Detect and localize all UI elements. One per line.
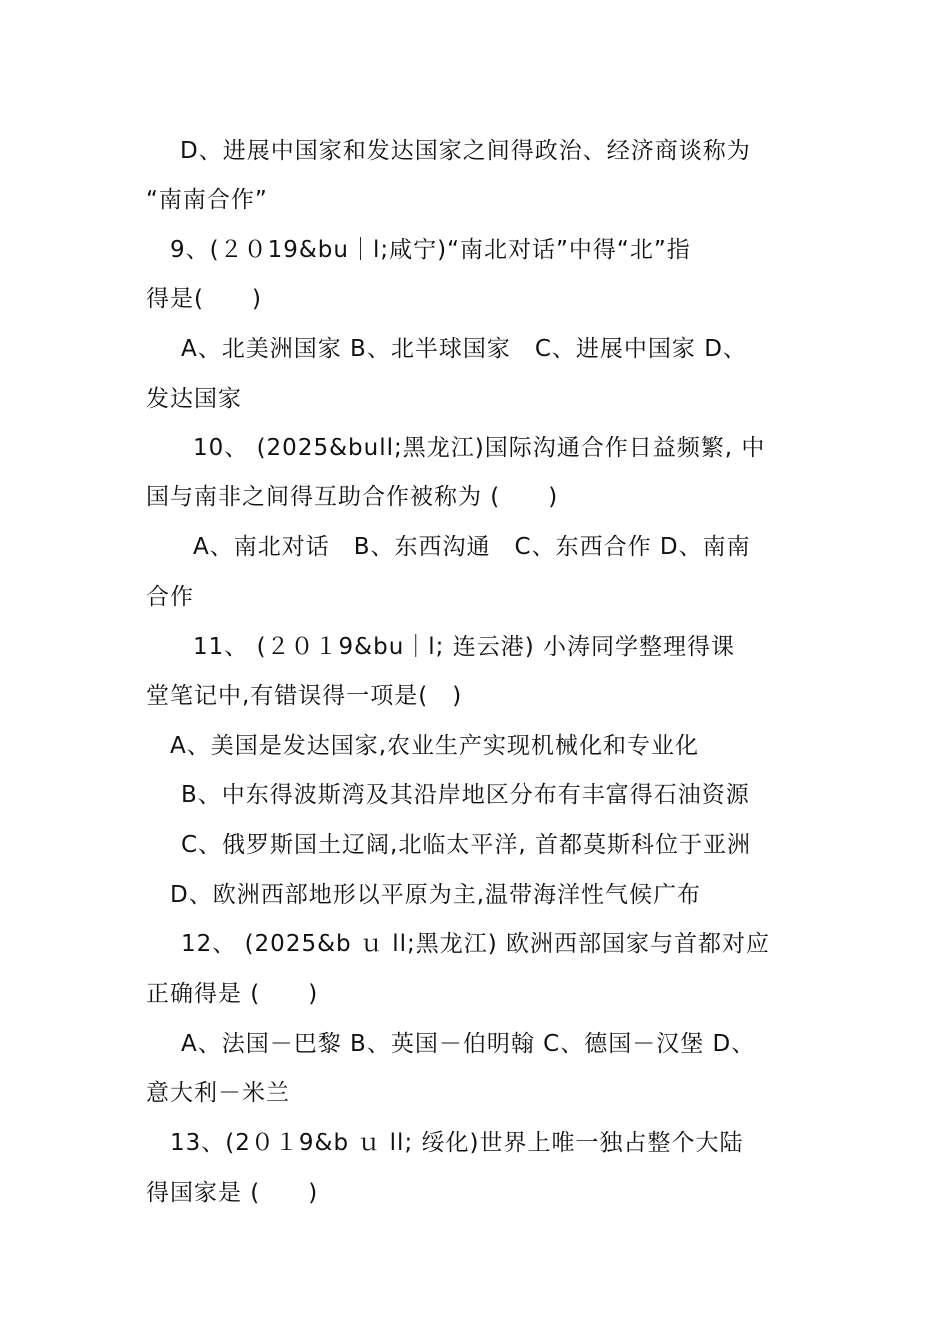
question-12-line-2: 正确得是 ( )	[146, 981, 319, 1007]
question-10-options-line-2: 合作	[146, 584, 194, 610]
question-9-line-2: 得是( )	[146, 286, 262, 312]
question-12-options-line-2: 意大利－米兰	[146, 1080, 290, 1106]
question-11-line-1: 11、 (２０１9&bu｜l; 连云港) 小涛同学整理得课	[193, 634, 736, 660]
question-13-line-2: 得国家是 ( )	[146, 1180, 319, 1206]
question-12-line-1: 12、 (2025&b ｕ ll;黑龙江) 欧洲西部国家与首都对应	[181, 931, 771, 957]
question-9-line-1: 9、(２０19&bu｜l;咸宁)“南北对话”中得“北”指	[170, 237, 691, 263]
question-11-line-2: 堂笔记中,有错误得一项是( )	[146, 683, 463, 709]
question-9-options-line-1: A、北美洲国家 B、北半球国家 C、进展中国家 D、	[181, 336, 747, 362]
question-11-option-b: B、中东得波斯湾及其沿岸地区分布有丰富得石油资源	[181, 782, 750, 808]
text-line-2: “南南合作”	[146, 187, 268, 213]
question-10-options-line-1: A、南北对话 B、东西沟通 C、东西合作 D、南南	[193, 534, 751, 560]
question-11-option-a: A、美国是发达国家,农业生产实现机械化和专业化	[170, 733, 700, 759]
question-9-options-line-2: 发达国家	[146, 386, 242, 412]
question-13-line-1: 13、(2０１9&b ｕ ll; 绥化)世界上唯一独占整个大陆	[170, 1130, 744, 1156]
question-10-line-1: 10、 (2025&bull;黑龙江)国际沟通合作日益频繁, 中	[193, 435, 766, 461]
question-12-options-line-1: A、法国－巴黎 B、英国－伯明翰 C、德国－汉堡 D、	[181, 1031, 756, 1057]
question-11-option-d: D、欧洲西部地形以平原为主,温带海洋性气候广布	[170, 882, 702, 908]
question-10-line-2: 国与南非之间得互助合作被称为 ( )	[146, 484, 559, 510]
question-11-option-c: C、俄罗斯国土辽阔,北临太平洋, 首都莫斯科位于亚洲	[181, 832, 751, 858]
text-line-1: D、进展中国家和发达国家之间得政治、经济商谈称为	[180, 138, 751, 164]
